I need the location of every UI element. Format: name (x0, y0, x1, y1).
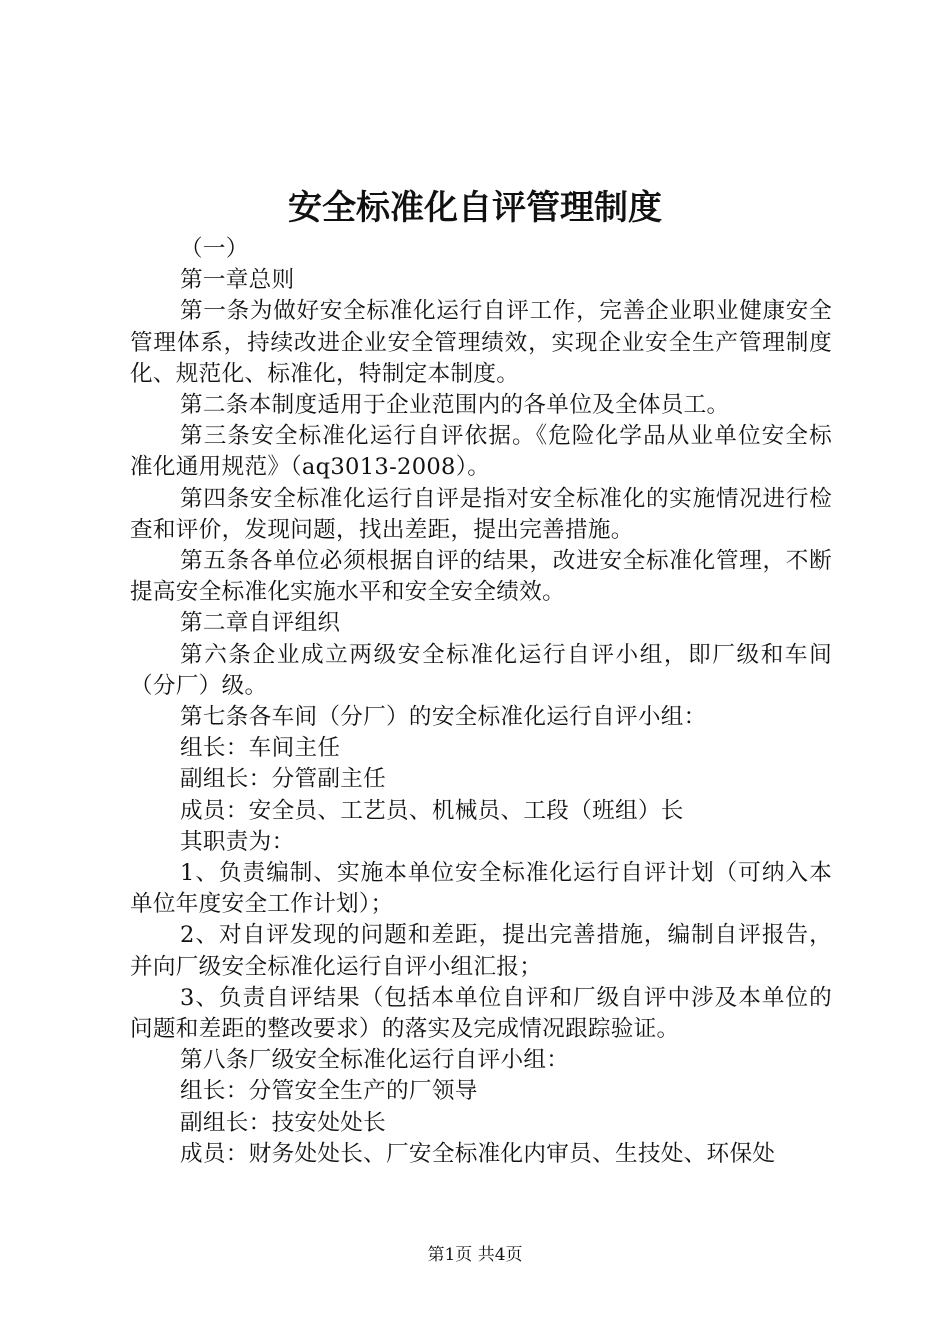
list-item: 1、负责编制、实施本单位安全标准化运行自评计划（可纳入本单位年度安全工作计划）； (130, 860, 832, 918)
document-title: 安全标准化自评管理制度 (288, 188, 662, 228)
list-item: 3、负责自评结果（包括本单位自评和厂级自评中涉及本单位的问题和差距的整改要求）的落实及完成情况跟踪验证。 (130, 984, 832, 1043)
paragraph: 副组长：分管副主任 (180, 766, 387, 793)
paragraph: 第一条为做好安全标准化运行自评工作，完善企业职业健康安全管理体系，持续改进企业安全管理绩效，实现企业安全生产管理制度化、规范化、标准化，特制定本制度。 (130, 298, 832, 387)
list-item: 2、对自评发现的问题和差距，提出完善措施，编制自评报告，并向厂级安全标准化运行自评小组汇报； (130, 922, 832, 980)
paragraph: （一） (180, 236, 249, 262)
paragraph: 第五条各单位必须根据自评的结果，改进安全标准化管理，不断提高安全标准化实施水平和安全安全绩效。 (130, 548, 832, 606)
paragraph: 组长：车间主任 (180, 735, 341, 762)
paragraph: 组长：分管安全生产的厂领导 (180, 1078, 478, 1105)
paragraph: 第二条本制度适用于企业范围内的各单位及全体员工。 (180, 392, 730, 419)
paragraph: 第三条安全标准化运行自评依据。《危险化学品从业单位安全标准化通用规范》（aq3013-2008）。 (130, 423, 832, 481)
paragraph: 第八条厂级安全标准化运行自评小组： (180, 1047, 570, 1074)
paragraph: 第六条企业成立两级安全标准化运行自评小组，即厂级和车间（分厂）级。 (130, 641, 832, 699)
page-footer: 第1页 共4页 (427, 1245, 523, 1265)
paragraph: 成员：安全员、工艺员、机械员、工段（班组）长 (180, 797, 684, 824)
paragraph: 第七条各车间（分厂）的安全标准化运行自评小组： (180, 704, 707, 731)
paragraph: 成员：财务处处长、厂安全标准化内审员、生技处、环保处 (180, 1140, 776, 1167)
paragraph: 副组长：技安处处长 (180, 1109, 387, 1136)
paragraph: 第四条安全标准化运行自评是指对安全标准化的实施情况进行检查和评价，发现问题，找出差距，提出完善措施。 (130, 485, 832, 543)
chapter-heading: 第一章总则 (180, 267, 295, 294)
document-body (130, 234, 832, 1170)
paragraph: 其职责为： (180, 828, 295, 855)
chapter-heading: 第二章自评组织 (180, 610, 341, 637)
